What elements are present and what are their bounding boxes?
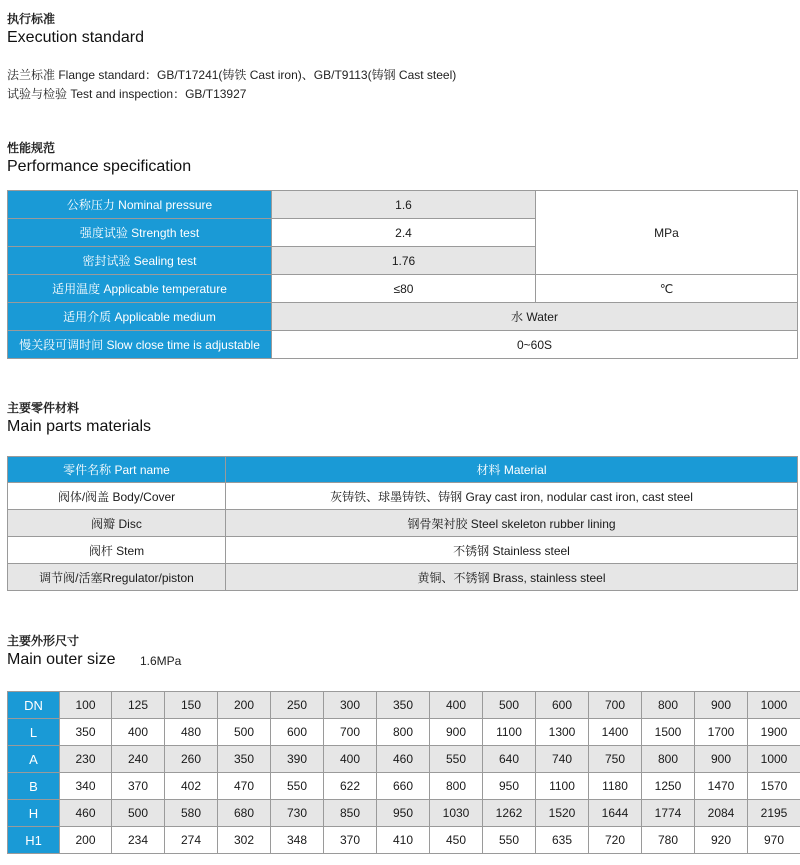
dimension-value: 800 bbox=[377, 719, 430, 746]
dimension-value: 402 bbox=[165, 773, 218, 800]
dimension-value: 1570 bbox=[748, 773, 800, 800]
dimension-value: 970 bbox=[748, 827, 800, 854]
dimension-value: 300 bbox=[324, 692, 377, 719]
dimension-label: DN bbox=[8, 692, 60, 719]
dimension-value: 1262 bbox=[483, 800, 536, 827]
table-row bbox=[8, 800, 800, 827]
dimension-value: 920 bbox=[695, 827, 748, 854]
outer-size-en-title: Main outer size bbox=[7, 651, 116, 668]
dimension-value: 635 bbox=[536, 827, 589, 854]
table-row bbox=[8, 773, 800, 800]
dimension-value: 1100 bbox=[483, 719, 536, 746]
dimension-value: 1470 bbox=[695, 773, 748, 800]
test-inspection-line: 试验与检验 Test and inspection：GB/T13927 bbox=[7, 87, 247, 101]
dimension-value: 550 bbox=[483, 827, 536, 854]
dimension-value: 950 bbox=[483, 773, 536, 800]
dimension-value: 740 bbox=[536, 746, 589, 773]
pressure-unit: MPa bbox=[536, 191, 798, 275]
dimension-value: 680 bbox=[218, 800, 271, 827]
slow-close-value: 0~60S bbox=[272, 331, 798, 359]
performance-table bbox=[7, 190, 798, 359]
part-name-header: 零件名称 Part name bbox=[8, 457, 226, 483]
dimension-value: 230 bbox=[60, 746, 112, 773]
dimension-value: 348 bbox=[271, 827, 324, 854]
dimension-value: 950 bbox=[377, 800, 430, 827]
dimension-value: 1700 bbox=[695, 719, 748, 746]
outer-size-cn-title: 主要外形尺寸 bbox=[7, 634, 80, 648]
temperature-unit: ℃ bbox=[536, 275, 798, 303]
table-row bbox=[8, 537, 798, 564]
dimension-value: 600 bbox=[536, 692, 589, 719]
table-row bbox=[8, 483, 798, 510]
dimension-value: 550 bbox=[430, 746, 483, 773]
dimension-value: 800 bbox=[430, 773, 483, 800]
dimension-value: 1644 bbox=[589, 800, 642, 827]
dimension-value: 234 bbox=[112, 827, 165, 854]
material-cell: 黄铜、不锈钢 Brass, stainless steel bbox=[226, 564, 798, 591]
table-row bbox=[8, 510, 798, 537]
materials-cn-title: 主要零件材料 bbox=[7, 401, 80, 415]
dimension-label: H bbox=[8, 800, 60, 827]
dimension-value: 500 bbox=[483, 692, 536, 719]
table-row bbox=[8, 457, 798, 483]
nominal-pressure-value: 1.6 bbox=[272, 191, 536, 219]
flange-standard-line: 法兰标准 Flange standard：GB/T17241(铸铁 Cast iron)、GB/T9113(铸钢 Cast steel) bbox=[7, 68, 457, 82]
dimension-value: 400 bbox=[324, 746, 377, 773]
dimension-value: 850 bbox=[324, 800, 377, 827]
table-row bbox=[8, 827, 800, 854]
dimension-value: 400 bbox=[112, 719, 165, 746]
medium-label: 适用介质 Applicable medium bbox=[8, 303, 272, 331]
dimension-value: 150 bbox=[165, 692, 218, 719]
dimension-value: 390 bbox=[271, 746, 324, 773]
dimension-value: 1030 bbox=[430, 800, 483, 827]
dimension-value: 125 bbox=[112, 692, 165, 719]
dimension-value: 480 bbox=[165, 719, 218, 746]
table-row bbox=[8, 331, 798, 359]
dimension-value: 274 bbox=[165, 827, 218, 854]
temperature-value: ≤80 bbox=[272, 275, 536, 303]
sealing-test-value: 1.76 bbox=[272, 247, 536, 275]
dimension-value: 1400 bbox=[589, 719, 642, 746]
dimension-value: 2195 bbox=[748, 800, 800, 827]
dimension-value: 1900 bbox=[748, 719, 800, 746]
dimension-value: 350 bbox=[60, 719, 112, 746]
dimension-label: B bbox=[8, 773, 60, 800]
dimension-value: 1300 bbox=[536, 719, 589, 746]
material-cell: 灰铸铁、球墨铸铁、铸钢 Gray cast iron, nodular cast iron, cast steel bbox=[226, 483, 798, 510]
dimension-value: 260 bbox=[165, 746, 218, 773]
part-name-cell: 阀杆 Stem bbox=[8, 537, 226, 564]
dimension-value: 340 bbox=[60, 773, 112, 800]
dimension-value: 730 bbox=[271, 800, 324, 827]
table-row bbox=[8, 275, 798, 303]
dimension-value: 350 bbox=[377, 692, 430, 719]
dimension-value: 302 bbox=[218, 827, 271, 854]
dimension-value: 2084 bbox=[695, 800, 748, 827]
dimension-value: 900 bbox=[695, 746, 748, 773]
dimension-value: 720 bbox=[589, 827, 642, 854]
dimension-value: 800 bbox=[642, 692, 695, 719]
performance-cn-title: 性能规范 bbox=[7, 141, 56, 155]
table-row bbox=[8, 719, 800, 746]
table-row bbox=[8, 746, 800, 773]
temperature-label: 适用温度 Applicable temperature bbox=[8, 275, 272, 303]
dimension-value: 1774 bbox=[642, 800, 695, 827]
dimension-value: 660 bbox=[377, 773, 430, 800]
dimension-value: 750 bbox=[589, 746, 642, 773]
dimension-value: 780 bbox=[642, 827, 695, 854]
dimension-value: 1250 bbox=[642, 773, 695, 800]
dimension-value: 622 bbox=[324, 773, 377, 800]
dimension-value: 580 bbox=[165, 800, 218, 827]
outer-size-pressure: 1.6MPa bbox=[140, 654, 182, 668]
nominal-pressure-label: 公称压力 Nominal pressure bbox=[8, 191, 272, 219]
part-name-cell: 调节阀/活塞Rregulator/piston bbox=[8, 564, 226, 591]
dimension-value: 900 bbox=[695, 692, 748, 719]
dimension-label: A bbox=[8, 746, 60, 773]
execution-cn-title: 执行标准 bbox=[7, 12, 56, 26]
dimension-value: 200 bbox=[60, 827, 112, 854]
part-name-cell: 阀瓣 Disc bbox=[8, 510, 226, 537]
material-cell: 钢骨架衬胶 Steel skeleton rubber lining bbox=[226, 510, 798, 537]
dimension-value: 800 bbox=[642, 746, 695, 773]
dimension-value: 350 bbox=[218, 746, 271, 773]
material-header: 材料 Material bbox=[226, 457, 798, 483]
materials-en-title: Main parts materials bbox=[7, 418, 152, 435]
table-row bbox=[8, 692, 800, 719]
strength-test-value: 2.4 bbox=[272, 219, 536, 247]
slow-close-label: 慢关段可调时间 Slow close time is adjustable bbox=[8, 331, 272, 359]
dimension-value: 1100 bbox=[536, 773, 589, 800]
dimension-value: 1520 bbox=[536, 800, 589, 827]
materials-table bbox=[7, 456, 798, 591]
dimension-value: 400 bbox=[430, 692, 483, 719]
dimension-value: 460 bbox=[377, 746, 430, 773]
dimension-value: 460 bbox=[60, 800, 112, 827]
performance-en-title: Performance specification bbox=[7, 158, 192, 175]
dimension-value: 410 bbox=[377, 827, 430, 854]
part-name-cell: 阀体/阀盖 Body/Cover bbox=[8, 483, 226, 510]
dimension-value: 200 bbox=[218, 692, 271, 719]
dimension-value: 250 bbox=[271, 692, 324, 719]
execution-en-title: Execution standard bbox=[7, 29, 144, 46]
dimension-value: 100 bbox=[60, 692, 112, 719]
table-row bbox=[8, 191, 798, 219]
dimension-value: 1500 bbox=[642, 719, 695, 746]
outer-size-table bbox=[7, 691, 800, 854]
dimension-value: 1000 bbox=[748, 692, 800, 719]
material-cell: 不锈钢 Stainless steel bbox=[226, 537, 798, 564]
dimension-value: 700 bbox=[324, 719, 377, 746]
dimension-value: 700 bbox=[589, 692, 642, 719]
dimension-value: 370 bbox=[324, 827, 377, 854]
dimension-label: H1 bbox=[8, 827, 60, 854]
dimension-value: 900 bbox=[430, 719, 483, 746]
dimension-label: L bbox=[8, 719, 60, 746]
table-row bbox=[8, 564, 798, 591]
dimension-value: 600 bbox=[271, 719, 324, 746]
dimension-value: 500 bbox=[218, 719, 271, 746]
sealing-test-label: 密封试验 Sealing test bbox=[8, 247, 272, 275]
table-row bbox=[8, 303, 798, 331]
dimension-value: 470 bbox=[218, 773, 271, 800]
medium-value: 水 Water bbox=[272, 303, 798, 331]
dimension-value: 640 bbox=[483, 746, 536, 773]
strength-test-label: 强度试验 Strength test bbox=[8, 219, 272, 247]
dimension-value: 1180 bbox=[589, 773, 642, 800]
dimension-value: 450 bbox=[430, 827, 483, 854]
dimension-value: 550 bbox=[271, 773, 324, 800]
dimension-value: 1000 bbox=[748, 746, 800, 773]
dimension-value: 240 bbox=[112, 746, 165, 773]
dimension-value: 500 bbox=[112, 800, 165, 827]
dimension-value: 370 bbox=[112, 773, 165, 800]
